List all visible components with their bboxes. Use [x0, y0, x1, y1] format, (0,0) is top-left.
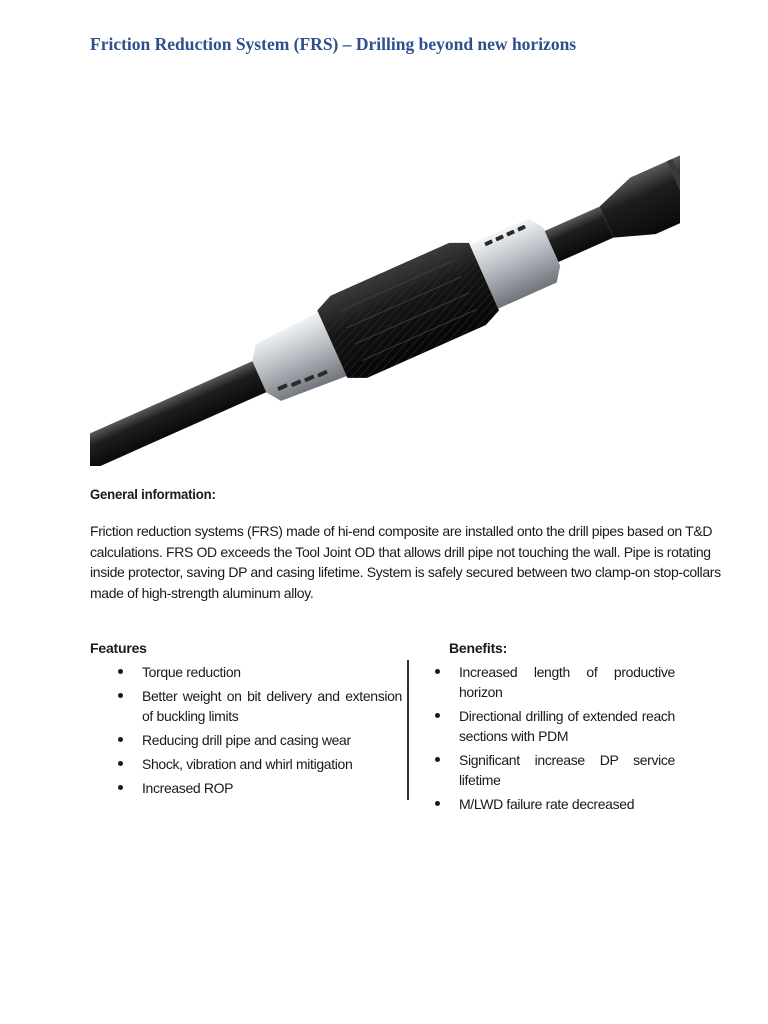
- column-divider: [407, 660, 409, 800]
- drill-pipe-frs-illustration: [90, 90, 680, 466]
- list-item: Torque reduction: [118, 662, 402, 682]
- page-title: Friction Reduction System (FRS) – Drilling beyond new horizons: [90, 34, 577, 54]
- list-item: Increased ROP: [118, 778, 402, 798]
- features-heading: Features: [90, 640, 147, 656]
- benefits-list: [435, 662, 675, 818]
- list-item: Shock, vibration and whirl mitigation: [118, 754, 402, 774]
- features-list: [118, 662, 402, 802]
- list-item: Significant increase DP service lifetime: [435, 750, 675, 790]
- general-information-heading: General information:: [90, 486, 216, 502]
- general-information-text: Friction reduction systems (FRS) made of hi-end composite are installed onto the drill pipes based on T&D calculations. FRS OD exceeds the Tool Joint OD that allows drill pipe not touching the wall. Pipe is rotating inside protector, saving DP and casing lifetime. System is safely secured between two clamp-on stop-collars made of high-strength aluminum alloy.: [90, 523, 721, 601]
- drill-pipe-body: [90, 90, 680, 466]
- benefits-heading: Benefits:: [449, 640, 508, 656]
- list-item: Better weight on bit delivery and extension of buckling limits: [118, 686, 402, 726]
- list-item: Reducing drill pipe and casing wear: [118, 730, 402, 750]
- list-item: Directional drilling of extended reach sections with PDM: [435, 706, 675, 746]
- list-item: Increased length of productive horizon: [435, 662, 675, 702]
- list-item: M/LWD failure rate decreased: [435, 794, 675, 814]
